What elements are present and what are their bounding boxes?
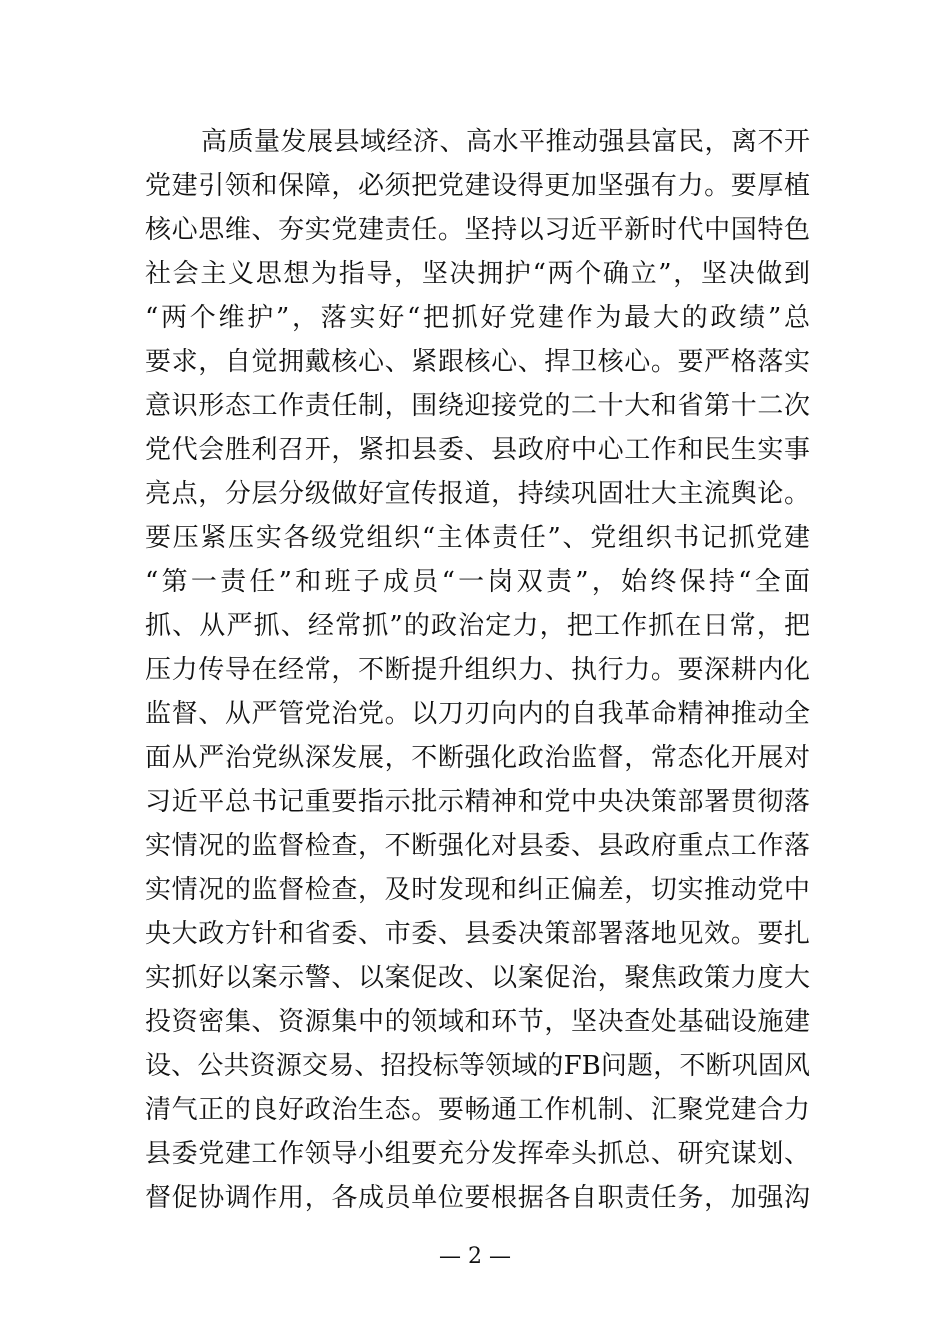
text-line: 实情况的监督检查，及时发现和纠正偏差，切实推动党中 [145, 875, 810, 905]
text-line: 督促协调作用，各成员单位要根据各自职责任务，加强沟 [145, 1183, 810, 1213]
text-line: 压力传导在经常，不断提升组织力、执行力。要深耕内化 [145, 655, 810, 685]
text-line: 意识形态工作责任制，围绕迎接党的二十大和省第十二次 [145, 391, 810, 421]
text-line: “两个维护”，落实好“把抓好党建作为最大的政绩”总 [145, 303, 810, 333]
text-line: 实情况的监督检查，不断强化对县委、县政府重点工作落 [145, 831, 810, 861]
text-line: 要求，自觉拥戴核心、紧跟核心、捍卫核心。要严格落实 [145, 347, 810, 377]
text-line: 社会主义思想为指导，坚决拥护“两个确立”，坚决做到 [145, 259, 810, 289]
text-line: 高质量发展县域经济、高水平推动强县富民，离不开 [201, 127, 810, 157]
page-number: — 2 — [439, 1244, 511, 1269]
text-line: 央大政方针和省委、市委、县委决策部署落地见效。要扎 [145, 919, 810, 949]
text-line: 设、公共资源交易、招投标等领域的FB问题，不断巩固风 [145, 1051, 810, 1081]
text-line: 亮点，分层分级做好宣传报道，持续巩固壮大主流舆论。 [145, 479, 810, 509]
text-line: 清气正的良好政治生态。要畅通工作机制、汇聚党建合力 [145, 1095, 810, 1125]
text-line: 党建引领和保障，必须把党建设得更加坚强有力。要厚植 [145, 171, 810, 201]
text-line: 实抓好以案示警、以案促改、以案促治，聚焦政策力度大 [145, 963, 810, 993]
text-line: 要压紧压实各级党组织“主体责任”、党组织书记抓党建 [145, 523, 810, 553]
body-paragraph [145, 120, 810, 1220]
text-line: 投资密集、资源集中的领域和环节，坚决查处基础设施建 [145, 1007, 810, 1037]
text-line: “第一责任”和班子成员“一岗双责”，始终保持“全面 [145, 567, 810, 597]
text-line: 核心思维、夯实党建责任。坚持以习近平新时代中国特色 [145, 215, 810, 245]
text-line: 抓、从严抓、经常抓”的政治定力，把工作抓在日常，把 [145, 611, 810, 641]
text-line: 监督、从严管党治党。以刀刃向内的自我革命精神推动全 [145, 699, 810, 729]
text-line: 县委党建工作领导小组要充分发挥牵头抓总、研究谋划、 [145, 1139, 810, 1169]
text-line: 党代会胜利召开，紧扣县委、县政府中心工作和民生实事 [145, 435, 810, 465]
text-line: 习近平总书记重要指示批示精神和党中央决策部署贯彻落 [145, 787, 810, 817]
text-line: 面从严治党纵深发展，不断强化政治监督，常态化开展对 [145, 743, 810, 773]
